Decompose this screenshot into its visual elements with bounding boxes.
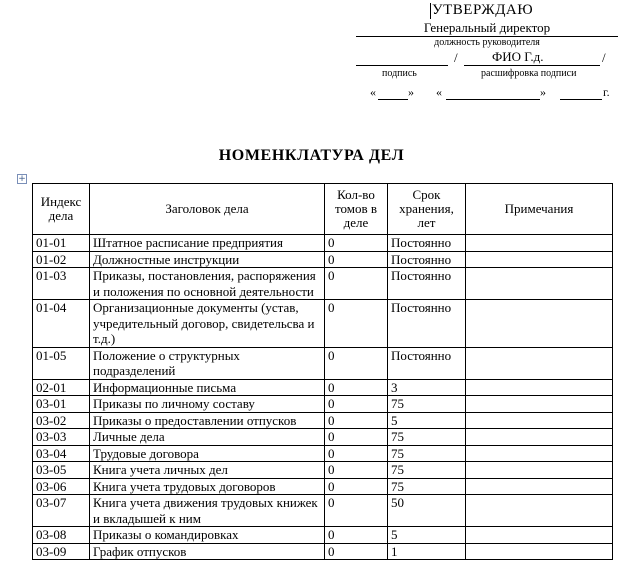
day-field[interactable]: [378, 85, 408, 100]
cell-term[interactable]: 75: [388, 396, 466, 413]
cell-notes[interactable]: [466, 445, 613, 462]
slash-left: /: [454, 50, 458, 65]
table-row: [33, 412, 613, 429]
cell-title[interactable]: Книга учета личных дел: [90, 462, 325, 479]
cell-title[interactable]: Должностные инструкции: [90, 251, 325, 268]
cell-index[interactable]: 01-05: [33, 347, 90, 379]
signature-row: [356, 49, 618, 67]
cell-volumes[interactable]: 0: [325, 379, 388, 396]
cell-index[interactable]: 01-04: [33, 300, 90, 348]
cell-volumes[interactable]: 0: [325, 412, 388, 429]
cell-volumes[interactable]: 0: [325, 429, 388, 446]
signature-captions: [356, 67, 618, 81]
cell-notes[interactable]: [466, 300, 613, 348]
approval-block: [356, 2, 618, 101]
position-field[interactable]: Генеральный директор: [356, 20, 618, 37]
cell-notes[interactable]: [466, 429, 613, 446]
table-row: [33, 251, 613, 268]
cell-index[interactable]: 01-03: [33, 268, 90, 300]
cell-index[interactable]: 03-06: [33, 478, 90, 495]
date-row: [356, 85, 618, 101]
cell-volumes[interactable]: 0: [325, 251, 388, 268]
cell-title[interactable]: Личные дела: [90, 429, 325, 446]
quote-close-day: »: [408, 85, 414, 99]
table-row: [33, 300, 613, 348]
table-row: [33, 347, 613, 379]
cell-term[interactable]: Постоянно: [388, 300, 466, 348]
header-term: Срок хранения, лет: [388, 184, 466, 235]
cell-index[interactable]: 03-01: [33, 396, 90, 413]
cell-title[interactable]: Информационные письма: [90, 379, 325, 396]
cell-index[interactable]: 01-01: [33, 235, 90, 252]
signature-caption: подпись: [382, 68, 417, 79]
cell-notes[interactable]: [466, 251, 613, 268]
table-header-row: [33, 184, 613, 235]
name-value: ФИО Г.д.: [492, 49, 544, 64]
cell-index[interactable]: 01-02: [33, 251, 90, 268]
cell-term[interactable]: 3: [388, 379, 466, 396]
cell-notes[interactable]: [466, 268, 613, 300]
nomenclature-table: [32, 183, 613, 560]
year-field[interactable]: [560, 85, 602, 100]
cell-notes[interactable]: [466, 396, 613, 413]
cell-notes[interactable]: [466, 235, 613, 252]
cell-title[interactable]: Книга учета трудовых договоров: [90, 478, 325, 495]
approval-heading: [356, 2, 618, 20]
cell-notes[interactable]: [466, 462, 613, 479]
table-row: [33, 543, 613, 560]
cell-notes[interactable]: [466, 379, 613, 396]
cell-index[interactable]: 03-04: [33, 445, 90, 462]
cell-title[interactable]: Трудовые договора: [90, 445, 325, 462]
table-row: [33, 268, 613, 300]
quote-open-day: «: [370, 85, 376, 99]
cell-volumes[interactable]: 0: [325, 495, 388, 527]
cell-term[interactable]: Постоянно: [388, 235, 466, 252]
cell-index[interactable]: 03-05: [33, 462, 90, 479]
cell-term[interactable]: Постоянно: [388, 347, 466, 379]
cell-title[interactable]: Положение о структурных подразделений: [90, 347, 325, 379]
cell-index[interactable]: 03-09: [33, 543, 90, 560]
table-row: [33, 429, 613, 446]
header-title: Заголовок дела: [90, 184, 325, 235]
cell-term[interactable]: 50: [388, 495, 466, 527]
cell-notes[interactable]: [466, 478, 613, 495]
table-row: [33, 379, 613, 396]
cell-title[interactable]: Приказы, постановления, распоряжения и положения по основной деятельности: [90, 268, 325, 300]
cell-title[interactable]: Приказы о командировках: [90, 527, 325, 544]
cell-title[interactable]: Приказы по личному составу: [90, 396, 325, 413]
cell-volumes[interactable]: 0: [325, 396, 388, 413]
cell-notes[interactable]: [466, 527, 613, 544]
table-row: [33, 396, 613, 413]
table-row: [33, 527, 613, 544]
cell-index[interactable]: 03-07: [33, 495, 90, 527]
cell-term[interactable]: 5: [388, 412, 466, 429]
cell-notes[interactable]: [466, 495, 613, 527]
table-row: [33, 445, 613, 462]
text-cursor: [430, 3, 431, 19]
cell-term[interactable]: 75: [388, 445, 466, 462]
cell-term[interactable]: 1: [388, 543, 466, 560]
header-index: Индекс дела: [33, 184, 90, 235]
cell-volumes[interactable]: 0: [325, 543, 388, 560]
cell-notes[interactable]: [466, 543, 613, 560]
cell-volumes[interactable]: 0: [325, 347, 388, 379]
decode-caption: расшифровка подписи: [481, 68, 577, 79]
cell-term[interactable]: 75: [388, 462, 466, 479]
page-title: НОМЕНКЛАТУРА ДЕЛ: [218, 147, 405, 164]
table-move-handle-icon[interactable]: +: [18, 174, 26, 184]
cell-notes[interactable]: [466, 347, 613, 379]
cell-index[interactable]: 03-03: [33, 429, 90, 446]
cell-notes[interactable]: [466, 412, 613, 429]
cell-volumes[interactable]: 0: [325, 445, 388, 462]
position-caption: должность руководителя: [434, 37, 540, 48]
cell-volumes[interactable]: 0: [325, 478, 388, 495]
table-body: [33, 235, 613, 560]
cell-term[interactable]: Постоянно: [388, 251, 466, 268]
cell-volumes[interactable]: 0: [325, 527, 388, 544]
cell-term[interactable]: 75: [388, 429, 466, 446]
quote-open-month: «: [436, 85, 442, 99]
table-row: [33, 478, 613, 495]
cell-title[interactable]: Организационные документы (устав, учредительный договор, свидетельсва и т.д.): [90, 300, 325, 348]
quote-close-month: »: [540, 85, 546, 99]
cell-term[interactable]: 75: [388, 478, 466, 495]
table-row: [33, 235, 613, 252]
cell-title[interactable]: График отпусков: [90, 543, 325, 560]
approval-heading-text: УТВЕРЖДАЮ: [432, 2, 534, 18]
cell-title[interactable]: Книга учета движения трудовых книжек и вкладышей к ним: [90, 495, 325, 527]
month-field[interactable]: [446, 85, 540, 100]
slash-right: /: [602, 50, 606, 65]
header-volumes: Кол-во томов в деле: [325, 184, 388, 235]
cell-index[interactable]: 02-01: [33, 379, 90, 396]
year-suffix: г.: [603, 85, 610, 99]
cell-index[interactable]: 03-02: [33, 412, 90, 429]
cell-index[interactable]: 03-08: [33, 527, 90, 544]
cell-title[interactable]: Приказы о предоставлении отпусков: [90, 412, 325, 429]
table-row: [33, 462, 613, 479]
cell-term[interactable]: Постоянно: [388, 268, 466, 300]
table-row: [33, 495, 613, 527]
cell-volumes[interactable]: 0: [325, 235, 388, 252]
cell-term[interactable]: 5: [388, 527, 466, 544]
header-notes: Примечания: [466, 184, 613, 235]
signature-field[interactable]: [356, 49, 448, 66]
cell-title[interactable]: Штатное расписание предприятия: [90, 235, 325, 252]
cell-volumes[interactable]: 0: [325, 268, 388, 300]
cell-volumes[interactable]: 0: [325, 462, 388, 479]
cell-volumes[interactable]: 0: [325, 300, 388, 348]
